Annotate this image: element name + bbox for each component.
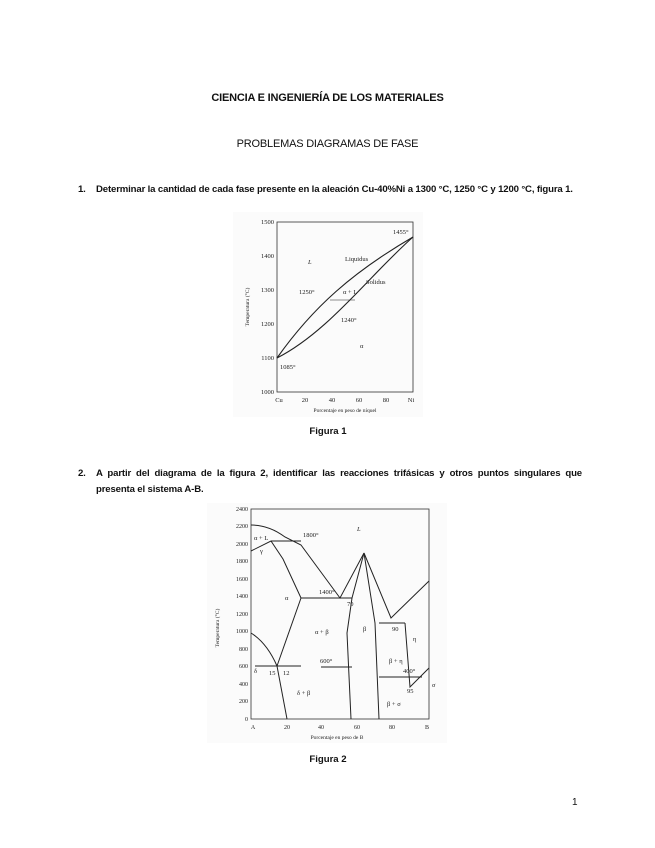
fig1-xtick: Cu xyxy=(275,397,283,404)
page-number: 1 xyxy=(572,797,578,808)
fig1-xlabel: Porcentaje en peso de níquel xyxy=(313,408,377,414)
fig2-label-95: 95 xyxy=(407,688,414,695)
fig2-ytick: 1800 xyxy=(236,559,248,565)
problem-1-number: 1. xyxy=(78,184,86,195)
fig1-label-1085: 1085° xyxy=(280,364,296,371)
fig1-label-solidus: Solidus xyxy=(366,279,386,286)
fig1-plot-frame xyxy=(277,222,413,392)
figure-1-diagram xyxy=(233,212,423,417)
fig2-label-15: 15 xyxy=(269,670,276,677)
fig2-ylabel: Temperatura (°C) xyxy=(215,608,221,648)
fig2-solidus-left xyxy=(251,541,285,551)
fig2-alpha-solvus xyxy=(277,598,301,666)
fig1-label-1455: 1455° xyxy=(393,229,409,236)
fig1-xtick: 80 xyxy=(382,397,390,404)
fig2-ytick: 2000 xyxy=(236,542,248,548)
fig2-label-bn: β + η xyxy=(389,658,403,665)
fig2-label-bs: β + σ xyxy=(387,701,401,708)
fig2-beta-left xyxy=(347,553,364,719)
fig2-ytick: 200 xyxy=(239,699,248,705)
fig2-beta-right xyxy=(364,553,379,719)
fig2-label-400: 400° xyxy=(403,668,416,675)
fig2-label-db: δ + β xyxy=(297,690,311,697)
figure-2-caption: Figura 2 xyxy=(309,754,347,765)
fig2-ytick: 1000 xyxy=(236,629,248,635)
fig2-label-gamma: γ xyxy=(260,548,263,555)
problem-2-text: A partir del diagrama de la figura 2, identificar las reacciones trifásicas y otros puntos singulares que presenta el sistema A-B. xyxy=(96,468,582,495)
fig2-xtick: 80 xyxy=(389,725,395,731)
fig1-xtick: 60 xyxy=(355,397,363,404)
fig2-label-eta: η xyxy=(413,636,417,643)
fig2-ytick: 0 xyxy=(245,717,248,723)
fig2-ytick: 1600 xyxy=(236,577,248,583)
fig1-xtick: 40 xyxy=(328,397,336,404)
figure-1-caption: Figura 1 xyxy=(309,426,347,437)
document-title: CIENCIA E INGENIERÍA DE LOS MATERIALES xyxy=(211,92,444,104)
document-subtitle: PROBLEMAS DIAGRAMAS DE FASE xyxy=(236,138,419,150)
fig1-xtick: 20 xyxy=(301,397,309,404)
fig2-label-1400: 1400° xyxy=(319,589,335,596)
fig2-label-ab: α + β xyxy=(315,629,329,636)
problem-1-text: Determinar la cantidad de cada fase presente en la aleación Cu-40%Ni a 1300 °C, 1250 °C y 1200 °C, figura 1. xyxy=(96,184,573,195)
fig1-ytick: 1000 xyxy=(261,389,274,396)
fig1-ytick: 1300 xyxy=(261,287,274,294)
fig2-ytick: 1400 xyxy=(236,594,248,600)
problem-1 xyxy=(78,182,582,198)
fig2-xlabel: Porcentaje en peso de B xyxy=(310,735,364,741)
fig2-alpha-boundary xyxy=(271,541,301,598)
fig1-label-1250: 1250° xyxy=(299,289,315,296)
fig2-label-alpha: α xyxy=(285,595,289,602)
fig1-ytick: 1500 xyxy=(261,219,274,226)
fig2-liquidus-right xyxy=(364,553,429,618)
fig2-ytick: 800 xyxy=(239,647,248,653)
fig2-ytick: 2200 xyxy=(236,524,248,530)
fig1-ytick: 1200 xyxy=(261,321,274,328)
fig1-ytick: 1400 xyxy=(261,253,274,260)
fig2-label-aL: α + L xyxy=(254,535,269,542)
fig1-ytick: 1100 xyxy=(261,355,274,362)
fig2-label-L: L xyxy=(357,526,361,533)
fig2-ytick: 400 xyxy=(239,682,248,688)
fig1-label-1240: 1240° xyxy=(341,317,357,324)
fig2-xtick: 60 xyxy=(354,725,360,731)
problem-2 xyxy=(78,466,582,498)
fig2-xtick: 20 xyxy=(284,725,290,731)
fig2-label-delta: δ xyxy=(254,668,258,675)
fig1-label-liquid: L xyxy=(308,259,312,266)
fig2-ytick: 1200 xyxy=(236,612,248,618)
fig1-label-alpha: α xyxy=(360,343,364,350)
fig2-label-beta: β xyxy=(363,626,367,633)
fig1-label-alpha-l: α + L xyxy=(343,289,358,296)
fig2-label-90: 90 xyxy=(392,626,399,633)
fig2-label-1800: 1800° xyxy=(303,532,319,539)
fig2-ytick: 600 xyxy=(239,664,248,670)
fig2-label-sigma: σ xyxy=(432,682,436,689)
fig2-label-600: 600° xyxy=(320,658,333,665)
problem-2-number: 2. xyxy=(78,468,86,479)
figure-2-diagram xyxy=(207,503,447,743)
fig1-label-liquidus: Liquidus xyxy=(345,256,369,263)
fig2-ytick: 2400 xyxy=(236,507,248,513)
fig1-xtick: Ni xyxy=(407,397,415,404)
fig2-xtick: B xyxy=(424,725,430,731)
fig2-label-70: 70 xyxy=(347,601,354,608)
fig1-ylabel: Temperatura (°C) xyxy=(245,287,251,327)
fig2-xtick: A xyxy=(250,725,256,731)
fig2-xtick: 40 xyxy=(318,725,324,731)
fig2-label-12: 12 xyxy=(283,670,290,677)
